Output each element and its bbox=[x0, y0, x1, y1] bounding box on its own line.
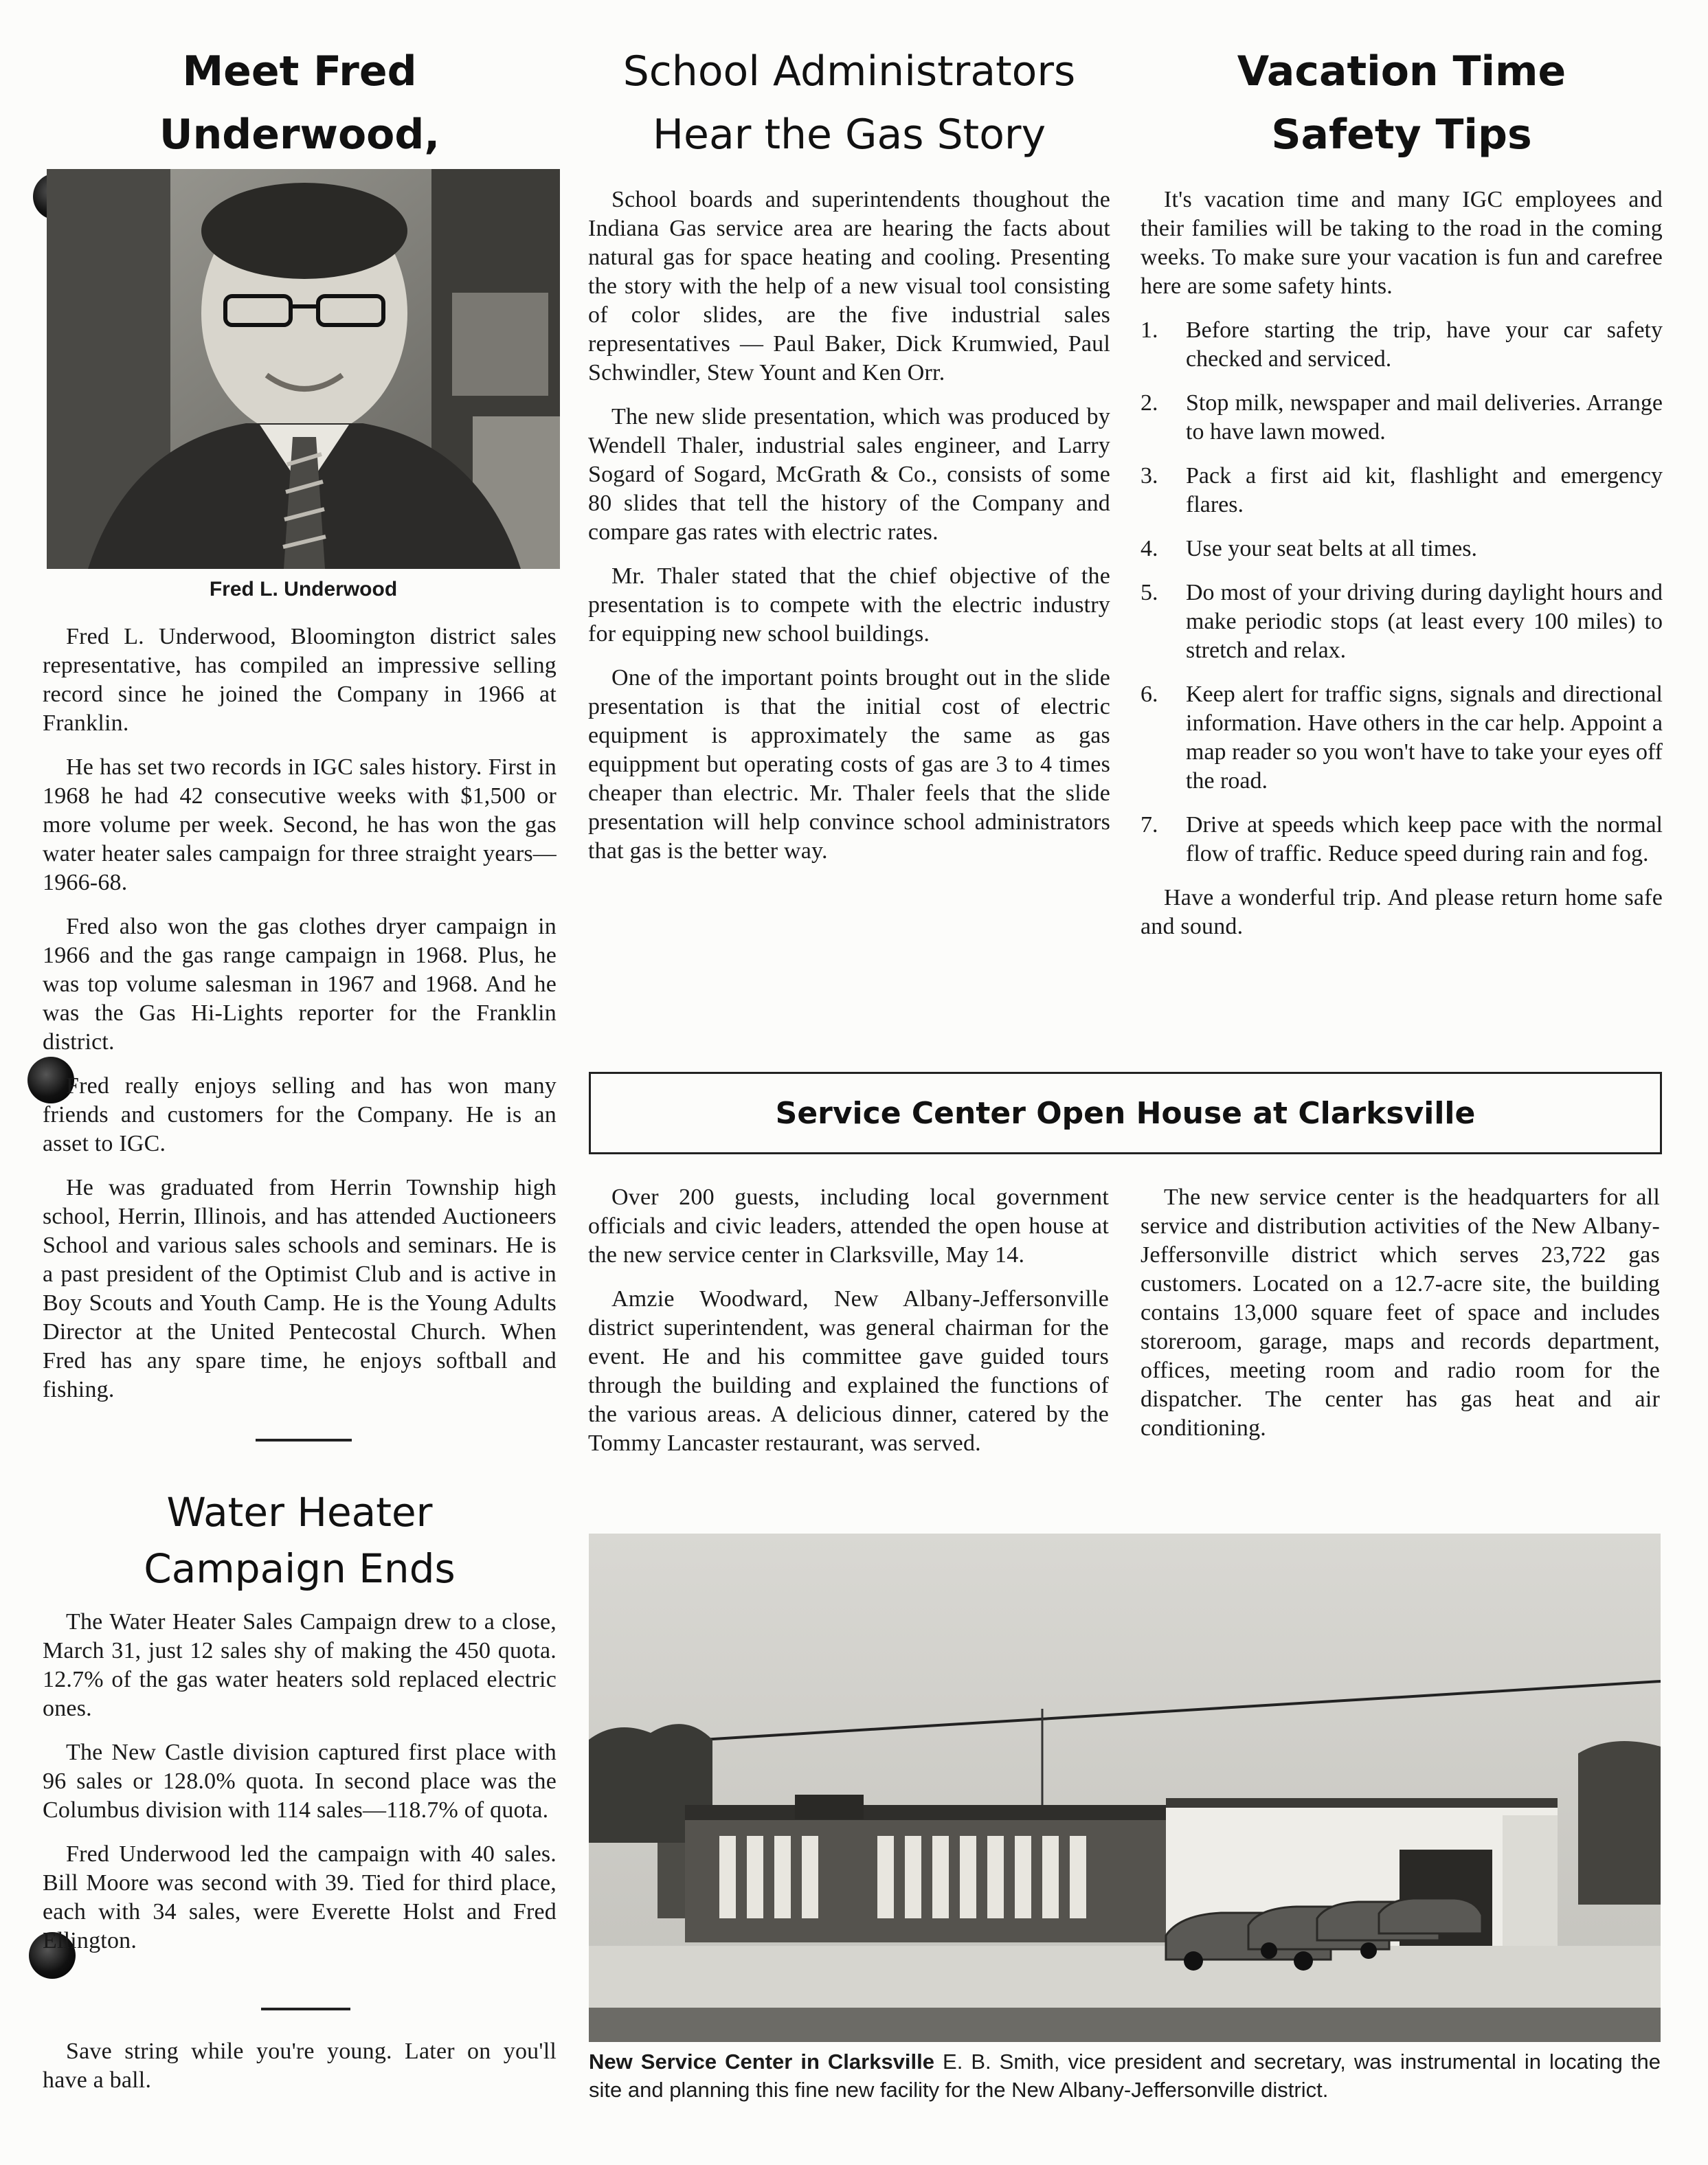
filler-quote bbox=[43, 2037, 557, 2110]
tip-text: Pack a first aid kit, flashlight and emergency flares. bbox=[1186, 463, 1663, 517]
service-center-headline-box bbox=[589, 1072, 1662, 1154]
fred-underwood-photo bbox=[47, 169, 560, 569]
water-heater-paragraph: The New Castle division captured first place with 96 sales or 128.0% quota. In second place was the Columbus division with 114 sales—118.7% of quota. bbox=[43, 1740, 557, 1823]
safety-tip bbox=[1140, 680, 1663, 796]
service-center-headline: Service Center Open House at Clarksville bbox=[775, 1095, 1476, 1131]
tip-text: Use your seat belts at all times. bbox=[1186, 536, 1477, 561]
tip-number: 3. bbox=[1140, 463, 1158, 489]
tip-number: 4. bbox=[1140, 536, 1158, 561]
safety-tip bbox=[1140, 389, 1663, 447]
vacation-closing: Have a wonderful trip. And please return home safe and sound. bbox=[1140, 885, 1663, 939]
service-center-photo-caption bbox=[589, 2048, 1661, 2104]
service-center-caption-bold: New Service Center in Clarksville bbox=[589, 2050, 935, 2074]
vacation-headline-line1: Vacation Time bbox=[1237, 47, 1566, 96]
school-headline-line1: School Administrators bbox=[622, 47, 1076, 96]
tip-text: Drive at speeds which keep pace with the normal flow of traffic. Reduce speed during rain and fog. bbox=[1186, 812, 1663, 866]
tip-number: 2. bbox=[1140, 390, 1158, 416]
filler-divider-rule bbox=[261, 2008, 350, 2010]
water-heater-headline-line2: Campaign Ends bbox=[144, 1545, 456, 1592]
service-center-paragraph: The new service center is the headquarters for all service and distribution activities of the New Albany-Jeffersonville district which serves 23,722 gas customers. Located on a 12.7-acre site, the building contains 13,000 square feet of space and includes storeroom, garage, maps and records department, offices, meeting room and radio room for the dispatcher. The center has gas heat and air conditioning. bbox=[1140, 1185, 1660, 1441]
fred-photo-caption bbox=[47, 576, 560, 603]
fred-paragraph: Fred also won the gas clothes dryer campaign in 1966 and the gas range campaign in 1968. Plus, he was top volume salesman in 1967 and 1968. And he was the Gas Hi-Lights reporter for the Franklin district. bbox=[43, 914, 557, 1055]
fred-paragraph: Fred really enjoys selling and has won many friends and customers for the Company. He is an asset to IGC. bbox=[43, 1073, 557, 1156]
tip-text: Do most of your driving during daylight hours and make periodic stops (at least every 100 miles) to stretch and relax. bbox=[1186, 580, 1663, 663]
service-center-left-text bbox=[588, 1183, 1109, 1473]
tip-number: 1. bbox=[1140, 317, 1158, 343]
service-center-photo bbox=[589, 1534, 1661, 2042]
safety-tip bbox=[1140, 462, 1663, 519]
safety-tip bbox=[1140, 535, 1663, 563]
safety-tips-list bbox=[1140, 316, 1663, 868]
service-center-caption-text: E. B. Smith, vice president and secretary, was instrumental in locating the site and planning this fine new facility for the New Albany-Jeffersonville district. bbox=[589, 2050, 1661, 2102]
service-center-paragraph: Amzie Woodward, New Albany-Jeffersonville district superintendent, was general chairman for the event. He and his committee gave guided tours through the building and explained the functions of the various areas. A delicious dinner, catered by the Tommy Lancaster restaurant, was served. bbox=[588, 1286, 1109, 1456]
tip-number: 6. bbox=[1140, 682, 1158, 707]
school-paragraph: The new slide presentation, which was produced by Wendell Thaler, industrial sales engineer, and Larry Sogard of Sogard, McGrath & Co., consists of some 80 slides that tell the history of the Company and compare gas rates with electric rates. bbox=[588, 404, 1110, 545]
fred-article-body bbox=[43, 622, 557, 1420]
school-paragraph: School boards and superintendents thoughout the Indiana Gas service area are hearing the facts about natural gas for space heating and cooling. Presenting the story with the help of a new visual tool consisting of color slides, are the five industrial sales representatives — Paul Baker, Dick Krumwied, Paul Schwindler, Stew Yount and Ken Orr. bbox=[588, 187, 1110, 385]
tip-text: Before starting the trip, have your car safety checked and serviced. bbox=[1186, 317, 1663, 372]
portrait-illustration bbox=[47, 169, 560, 569]
fred-caption-text: Fred L. Underwood bbox=[209, 578, 398, 601]
water-heater-headline bbox=[43, 1484, 557, 1597]
safety-tip bbox=[1140, 316, 1663, 374]
vacation-headline-line2: Safety Tips bbox=[1271, 111, 1532, 159]
tip-number: 5. bbox=[1140, 580, 1158, 605]
fred-paragraph: Fred L. Underwood, Bloomington district sales representative, has compiled an impressive selling record since he joined the Company in 1966 at Franklin. bbox=[43, 624, 557, 736]
water-heater-paragraph: Fred Underwood led the campaign with 40 sales. Bill Moore was second with 39. Tied for third place, each with 34 sales, were Everette Holst and Fred Ellington. bbox=[43, 1841, 557, 1953]
school-headline bbox=[588, 40, 1110, 166]
school-paragraph: Mr. Thaler stated that the chief objective of the presentation is to compete with the electric industry for equipping new school buildings. bbox=[588, 563, 1110, 647]
tip-number: 7. bbox=[1140, 812, 1158, 838]
safety-tip bbox=[1140, 579, 1663, 665]
right-column bbox=[1140, 40, 1663, 956]
safety-tip bbox=[1140, 811, 1663, 868]
section-divider-rule bbox=[256, 1439, 352, 1442]
fred-paragraph: He was graduated from Herrin Township high school, Herrin, Illinois, and has attended Auctioneers School and various sales schools and seminars. He is a past president of the Optimist Club and is active in Boy Scouts and Youth Camp. He is the Young Adults Director at the United Pentecostal Church. When Fred has any spare time, he enjoys softball and fishing. bbox=[43, 1175, 557, 1402]
vacation-headline bbox=[1140, 40, 1663, 166]
fred-paragraph: He has set two records in IGC sales history. First in 1968 he had 42 consecutive weeks with $1,500 or more volume per week. Second, he has won the gas water heater sales campaign for three straight years—1966-68. bbox=[43, 754, 557, 895]
school-headline-line2: Hear the Gas Story bbox=[652, 111, 1046, 159]
tip-text: Stop milk, newspaper and mail deliveries. Arrange to have lawn mowed. bbox=[1186, 390, 1663, 445]
tip-text: Keep alert for traffic signs, signals and directional information. Have others in the car help. Appoint a map reader so you won't have to take your eyes off the road. bbox=[1186, 682, 1663, 794]
vacation-intro: It's vacation time and many IGC employees and their families will be taking to the road in the coming weeks. To make sure your vacation is fun and carefree here are some safety hints. bbox=[1140, 187, 1663, 299]
fred-headline-line1: Meet Fred Underwood, bbox=[159, 47, 440, 159]
service-center-paragraph: Over 200 guests, including local government officials and civic leaders, attended the open house at the new service center in Clarksville, May 14. bbox=[588, 1185, 1109, 1268]
service-center-right-text bbox=[1140, 1183, 1660, 1458]
water-heater-article bbox=[43, 1484, 557, 1971]
water-heater-headline-line1: Water Heater bbox=[166, 1489, 433, 1536]
filler-text: Save string while you're young. Later on you'll have a ball. bbox=[43, 2039, 557, 2093]
school-paragraph: One of the important points brought out in the slide presentation is that the initial cost of electric equipment is approximately the same as gas equippment but operating costs of gas are 3 to 4 times cheaper than electric. Mr. Thaler feels that the slide presentation will help convince school administrators that gas is the better way. bbox=[588, 665, 1110, 864]
water-heater-paragraph: The Water Heater Sales Campaign drew to a close, March 31, just 12 sales shy of making the 450 quota. 12.7% of the gas water heaters sold replaced electric ones. bbox=[43, 1609, 557, 1721]
building-illustration bbox=[589, 1534, 1661, 2042]
middle-column bbox=[588, 40, 1110, 881]
